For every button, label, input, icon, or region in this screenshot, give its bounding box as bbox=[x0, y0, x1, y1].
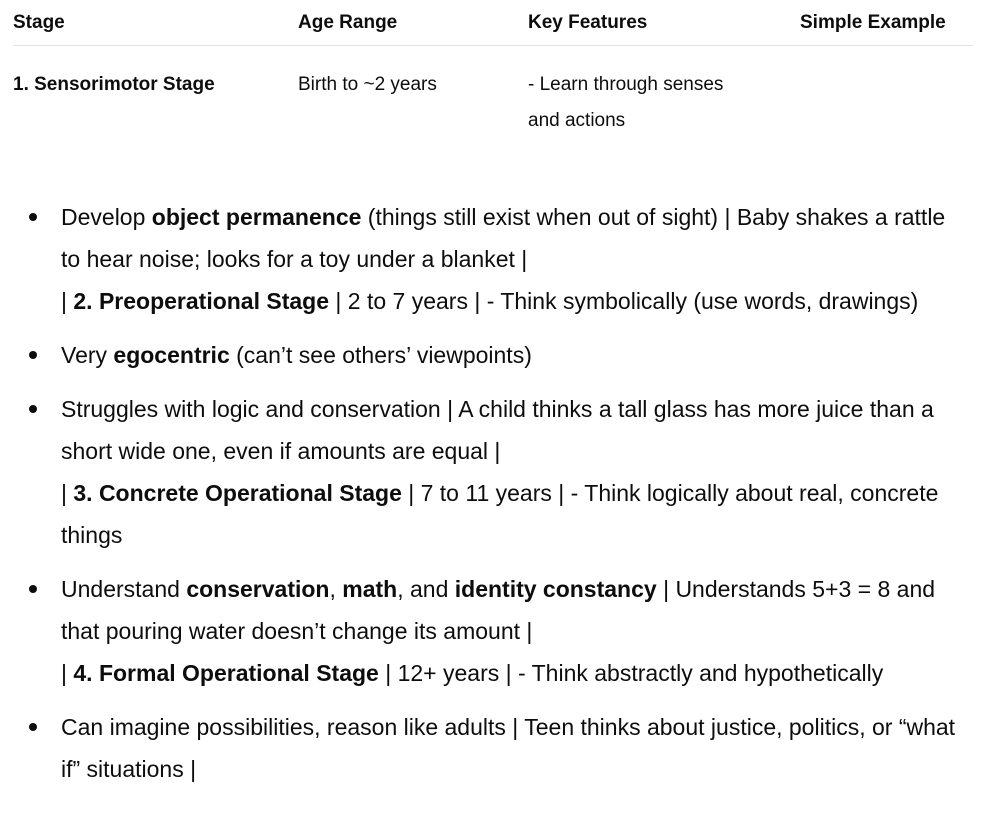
list-item bbox=[0, 388, 960, 556]
list-item bbox=[0, 196, 960, 322]
stage-title: 2. Preoperational Stage bbox=[73, 288, 330, 314]
header-stage: Stage bbox=[13, 0, 298, 46]
stages-table-wrapper bbox=[13, 0, 973, 139]
header-age-range: Age Range bbox=[298, 0, 528, 46]
bullet-dot bbox=[29, 213, 37, 221]
text-segment: Can imagine possibilities, reason like adults | Teen thinks about justice, politics, or “what if” situations | bbox=[61, 714, 956, 782]
list-item bbox=[0, 706, 960, 790]
table-header-row bbox=[13, 0, 973, 46]
text-segment: Struggles with logic and conservation | A child thinks a tall glass has more juice than a short wide one, even if amounts are equal | bbox=[61, 396, 934, 464]
text-segment: , and bbox=[397, 576, 455, 602]
bullet-dot bbox=[29, 351, 37, 359]
text-segment: | 12+ years | - Think abstractly and hypothetically bbox=[378, 660, 884, 686]
text-segment: Develop bbox=[61, 204, 152, 230]
bold-term: math bbox=[342, 576, 398, 602]
text-segment: | bbox=[61, 660, 74, 686]
list-item bbox=[0, 334, 960, 376]
text-segment: | 2 to 7 years | - Think symbolically (use words, drawings) bbox=[329, 288, 919, 314]
bold-term: conservation bbox=[186, 576, 330, 602]
text-segment: Understand bbox=[61, 576, 187, 602]
bold-term: egocentric bbox=[113, 342, 230, 368]
bold-term: object permanence bbox=[151, 204, 362, 230]
table-row bbox=[13, 46, 973, 140]
header-simple-example: Simple Example bbox=[800, 0, 973, 46]
stage-title: 3. Concrete Operational Stage bbox=[73, 480, 402, 506]
bullet-dot bbox=[29, 585, 37, 593]
bullet-dot bbox=[29, 723, 37, 731]
bullet-list bbox=[0, 196, 960, 802]
text-segment: (things still exist when out of sight) | Baby shakes a rattle to hear noise; looks for a toy under a blanket | bbox=[61, 204, 946, 272]
header-key-features: Key Features bbox=[528, 0, 800, 46]
key-features-text: - Learn through senses and actions bbox=[528, 74, 724, 131]
text-segment: | Understands 5+3 = 8 and that pouring water doesn’t change its amount | bbox=[61, 576, 936, 644]
text-segment: (can’t see others’ viewpoints) bbox=[229, 342, 532, 368]
bullet-dot bbox=[29, 405, 37, 413]
text-segment: , bbox=[329, 576, 343, 602]
text-segment: Very bbox=[61, 342, 114, 368]
stage-title: 4. Formal Operational Stage bbox=[73, 660, 379, 686]
cell-simple-example bbox=[800, 46, 973, 140]
text-segment: | bbox=[61, 480, 74, 506]
bold-term: identity constancy bbox=[454, 576, 657, 602]
text-segment: | bbox=[61, 288, 74, 314]
cell-key-features bbox=[528, 46, 800, 140]
cell-stage: 1. Sensorimotor Stage bbox=[13, 74, 215, 95]
cell-age-range: Birth to ~2 years bbox=[298, 74, 437, 95]
stages-table bbox=[13, 0, 973, 139]
text-segment: | 7 to 11 years | - Think logically about real, concrete things bbox=[61, 480, 939, 548]
list-item bbox=[0, 568, 960, 694]
